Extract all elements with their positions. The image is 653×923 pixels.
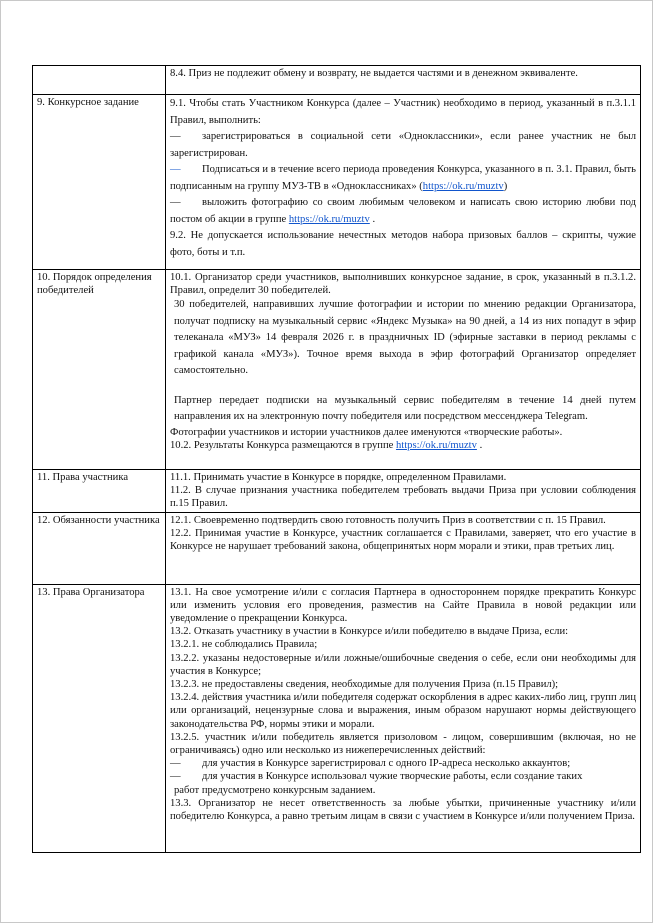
- rules-table: [32, 65, 641, 853]
- row-content: [166, 95, 641, 270]
- row-content: [166, 470, 641, 513]
- bullet-photo: — выложить фотографию со своим любимым человеком и написать свою историю любви под постом об акции в группе https://ok.ru/muztv .: [170, 197, 636, 225]
- table-row-8: [33, 66, 641, 95]
- clause-13-2-4: 13.2.4. действия участника и/или победителя содержат оскорбления в адрес каких-либо лиц, групп лиц или организаций, нецензурные слова и выражения, иным образом нарушают нормы действующего законодательства РФ, нормы этики и морали.: [170, 692, 636, 730]
- dash-bullet-icon: —: [170, 758, 181, 770]
- clause-10-1-partner: Партнер передает подписки на музыкальный сервис победителям в течение 14 дней путем направления их на электронную почту победителя или посредством мессенджера Telegram.: [174, 394, 636, 423]
- muztv-group-link[interactable]: https://ok.ru/muztv: [288, 213, 370, 225]
- clause-10-2: 10.2. Результаты Конкурса размещаются в группе https://ok.ru/muztv .: [170, 440, 483, 452]
- clause-11-1: 11.1. Принимать участие в Конкурсе в порядке, определенном Правилами.: [170, 472, 507, 483]
- dash-bullet-icon: —: [170, 131, 181, 142]
- row-label: 9. Конкурсное задание: [33, 95, 166, 270]
- clause-9-2: 9.2. Не допускается использование нечестных методов набора призовых баллов – скрипты, чужие фото, боты и т.п.: [170, 230, 636, 258]
- table-row-10: [33, 270, 641, 470]
- row-label: 13. Права Организатора: [33, 584, 166, 852]
- row-label: 11. Права участника: [33, 470, 166, 513]
- clause-13-2-1: 13.2.1. не соблюдались Правила;: [170, 639, 318, 651]
- row-content: [166, 270, 641, 470]
- row-label: 10. Порядок определения победителей: [33, 270, 166, 470]
- clause-10-1-prize: 30 победителей, направивших лучшие фотографии и истории по мнению редакции Организатора, получат подписку на музыкальный сервис «Яндекс Музыка» на 90 дней, а 14 из них попадут в эфир телеканала «МУЗ» 14 февраля 2026 г. в праздничных ID (эфирные заставки в период рекламы с графикой канала «МУЗ»). Точное время выхода в эфир фотографий Организатор определяет самостоятельно.: [174, 299, 636, 377]
- row-content: [166, 66, 641, 95]
- table-row-9: [33, 95, 641, 270]
- row-content: [166, 512, 641, 584]
- clause-13-2-3: 13.2.3. не предоставлены сведения, необходимые для получения Приза (п.15 Правил);: [170, 679, 559, 691]
- clause-13-3: 13.3. Организатор не несет ответственность за любые убытки, причиненные участнику и/или победителю Конкурса, а равно третьим лицам в связи с участием в Конкурсе и/или получением Приза.: [170, 797, 636, 823]
- clause-12-2: 12.2. Принимая участие в Конкурсе, участник соглашается с Правилами, заверяет, что его участие в Конкурсе не нарушает требований закона, общепринятых норм морали и этики, прав третьих лиц.: [170, 527, 636, 553]
- bullet-register: — зарегистрироваться в социальной сети «Одноклассники», если ранее участник не был зарегистрирован.: [170, 131, 636, 159]
- clause-12-1: 12.1. Своевременно подтвердить свою готовность получить Приз в соответствии с п. 15 Правил.: [170, 514, 606, 526]
- muztv-group-link[interactable]: https://ok.ru/muztv: [422, 180, 504, 192]
- row-content: [166, 584, 641, 852]
- row-label: 12. Обязанности участника: [33, 512, 166, 584]
- clause-10-1: 10.1. Организатор среди участников, выполнивших конкурсное задание, в срок, указанный в п.3.1.2. Правил, определит 30 победителей.: [170, 272, 636, 297]
- clause-11-2: 11.2. В случае признания участника победителем требовать выдачи Приза при условии соблюдения п.15 Правил.: [170, 485, 636, 510]
- table-row-12: [33, 512, 641, 584]
- table-row-11: [33, 470, 641, 513]
- clause-13-2-5: 13.2.5. участник и/или победитель является призоловом - лицом, совершившим (включая, но не ограничиваясь) одно или несколько из нижеперечисленных действий:: [170, 731, 636, 757]
- clause-13-1: 13.1. На свое усмотрение и/или с согласия Партнера в одностороннем порядке прекратить Конкурс или изменить условия его проведения, разместив на Сайте Правила в новой редакции или уведомление о прекращении Конкурса.: [170, 586, 636, 625]
- clause-13-2-2: 13.2.2. указаны недостоверные и/или ложные/ошибочные сведения о себе, если они необходимы для участия в Конкурсе;: [170, 652, 636, 677]
- clause-9-1: 9.1. Чтобы стать Участником Конкурса (далее – Участник) необходимо в период, указанный в п.3.1.1 Правил, выполнить:: [170, 98, 636, 126]
- clause-10-1-works: Фотографии участников и истории участников далее именуются «творческие работы».: [170, 426, 563, 438]
- bullet-foreign-works-cont: работ предусмотрено конкурсным заданием.: [174, 784, 376, 796]
- bullet-subscribe: — Подписаться и в течение всего периода проведения Конкурса, указанного в п. 3.1. Правил, быть подписанным на группу МУЗ-ТВ в «Одноклассниках» (https://ok.ru/muztv): [170, 164, 636, 192]
- dash-bullet-icon: —: [170, 164, 181, 175]
- dash-bullet-icon: —: [170, 771, 181, 783]
- dash-bullet-icon: —: [170, 197, 181, 208]
- bullet-ip-accounts: — для участия в Конкурсе зарегистрировал с одного IP-адреса несколько аккаунтов;: [170, 758, 571, 770]
- clause-13-2: 13.2. Отказать участнику в участии в Конкурсе и/или победителю в выдаче Приза, если:: [170, 626, 569, 638]
- bullet-foreign-works: — для участия в Конкурсе использовал чужие творческие работы, если создание таких: [170, 771, 583, 783]
- muztv-group-link[interactable]: https://ok.ru/muztv: [395, 440, 477, 452]
- clause-8-4: 8.4. Приз не подлежит обмену и возврату, не выдается частями и в денежном эквиваленте.: [170, 68, 578, 79]
- row-label: [33, 66, 166, 95]
- table-row-13: [33, 584, 641, 852]
